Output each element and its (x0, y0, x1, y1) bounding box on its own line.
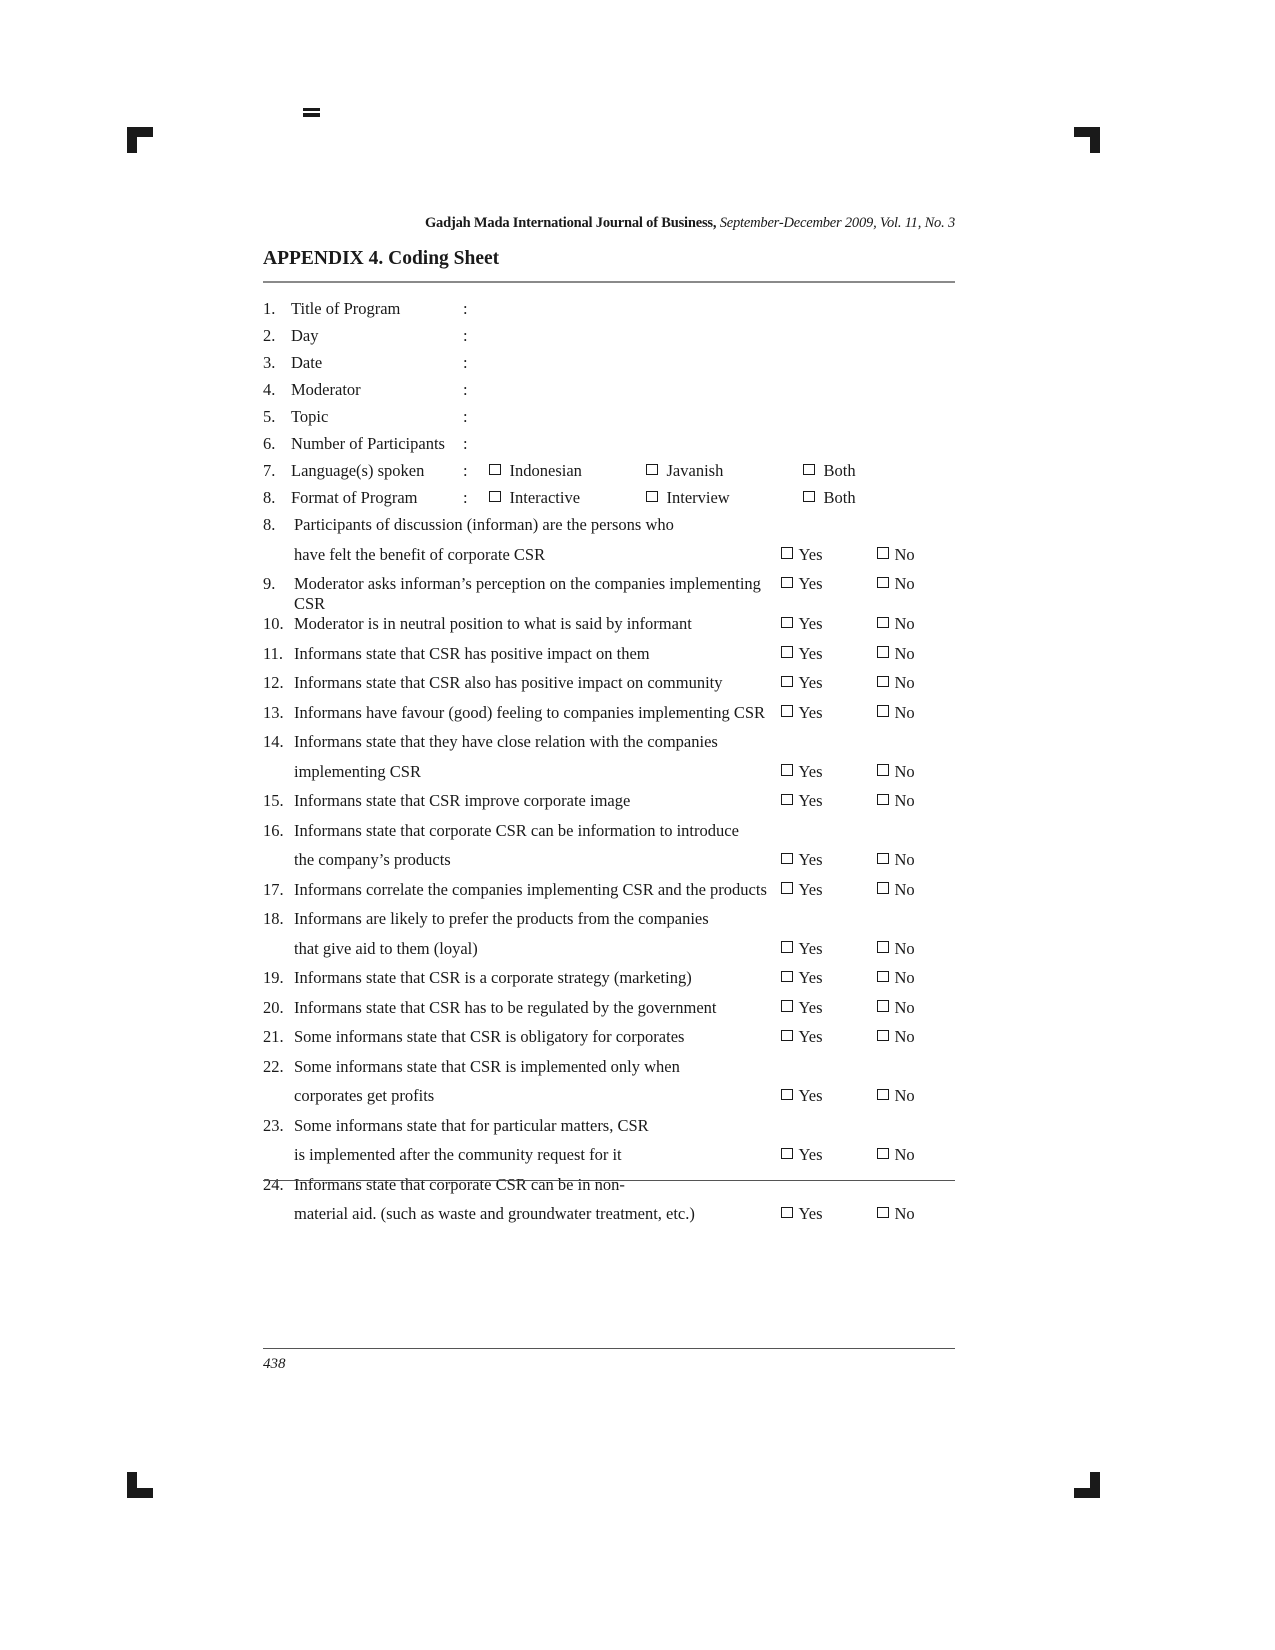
question-number: 16. (263, 820, 284, 840)
question-row (263, 998, 955, 1028)
question-text: Informans correlate the companies implementing CSR and the products (294, 879, 767, 899)
checkbox-label: Both (823, 461, 856, 480)
answer-yes-label: Yes (798, 968, 823, 987)
checkbox-icon[interactable] (877, 853, 889, 865)
question-number: 23. (263, 1115, 284, 1135)
checkbox-icon[interactable] (877, 1148, 889, 1160)
answer-no[interactable] (877, 939, 955, 959)
checkbox-icon[interactable] (803, 491, 815, 503)
answer-yes[interactable] (781, 614, 877, 634)
answer-yes[interactable] (781, 1204, 877, 1224)
answer-yes-label: Yes (798, 1027, 823, 1046)
answer-no[interactable] (877, 545, 955, 565)
choice-row-language (263, 461, 955, 488)
question-row (263, 732, 955, 762)
question-row (263, 515, 955, 545)
answer-no[interactable] (877, 968, 955, 988)
question-text: Informans state that corporate CSR can be information to introduce (294, 820, 739, 840)
question-row-continuation (263, 762, 955, 792)
answer-no[interactable] (877, 791, 955, 811)
field-label: Date (291, 353, 323, 372)
checkbox-option-both-format[interactable] (803, 488, 960, 508)
checkbox-icon[interactable] (781, 1089, 793, 1101)
checkbox-option-interactive[interactable] (489, 488, 646, 508)
question-number: 12. (263, 673, 284, 692)
field-number: 5. (263, 407, 276, 426)
checkbox-icon[interactable] (803, 464, 815, 476)
checkbox-option-indonesian[interactable] (489, 461, 646, 481)
question-row (263, 644, 955, 674)
stray-rule (263, 1180, 955, 1181)
question-row (263, 1027, 955, 1057)
answer-yes[interactable] (781, 545, 877, 565)
answer-yes[interactable] (781, 968, 877, 988)
checkbox-icon[interactable] (877, 1207, 889, 1219)
answer-no[interactable] (877, 880, 955, 900)
question-text: Some informans state that CSR is obligatory for corporates (294, 1027, 685, 1046)
checkbox-icon[interactable] (877, 547, 889, 559)
question-number: 18. (263, 909, 284, 928)
crop-mark-top-left (127, 127, 153, 153)
field-label: Language(s) spoken (291, 461, 425, 480)
title-divider (263, 281, 955, 283)
checkbox-icon[interactable] (781, 1000, 793, 1012)
answer-yes[interactable] (781, 1086, 877, 1106)
question-text-continued: that give aid to them (loyal) (294, 938, 478, 958)
answer-yes[interactable] (781, 998, 877, 1018)
question-text-continued: is implemented after the community request for it (294, 1145, 622, 1164)
checkbox-icon[interactable] (877, 794, 889, 806)
checkbox-icon[interactable] (646, 491, 658, 503)
running-head-journal: Gadjah Mada International Journal of Business, (424, 215, 717, 231)
answer-yes-label: Yes (798, 574, 823, 593)
answer-no-label: No (894, 673, 915, 692)
question-text: Participants of discussion (informan) are the persons who (294, 515, 674, 534)
question-number: 14. (263, 732, 284, 751)
field-colon: : (463, 434, 468, 453)
answer-no-label: No (894, 614, 915, 633)
field-colon: : (463, 353, 468, 372)
checkbox-icon[interactable] (877, 764, 889, 776)
answer-no-label: No (894, 643, 915, 663)
question-text-continued: corporates get profits (294, 1086, 435, 1105)
answer-no[interactable] (877, 673, 955, 693)
answer-no-label: No (894, 997, 915, 1017)
checkbox-label: Both (823, 488, 856, 507)
answer-no[interactable] (877, 574, 955, 594)
question-row-continuation (263, 1204, 955, 1234)
question-row-continuation (263, 850, 955, 880)
checkbox-icon[interactable] (781, 882, 793, 894)
checkbox-option-both-language[interactable] (803, 461, 960, 481)
answer-no[interactable] (877, 1145, 955, 1165)
question-text-continued: implementing CSR (294, 761, 421, 781)
checkbox-icon[interactable] (877, 882, 889, 894)
question-number: 9. (263, 574, 276, 593)
field-number: 6. (263, 434, 276, 453)
answer-yes-label: Yes (798, 1145, 823, 1164)
answer-yes-label: Yes (798, 673, 823, 692)
page-footer (263, 1348, 955, 1373)
question-row-continuation (263, 939, 955, 969)
page-number: 438 (263, 1356, 286, 1372)
question-row (263, 968, 955, 998)
answer-yes-label: Yes (798, 938, 823, 958)
field-colon: : (463, 326, 468, 345)
field-number: 8. (263, 488, 276, 507)
answer-yes-label: Yes (798, 1086, 823, 1105)
crop-mark-top-right (1074, 127, 1100, 153)
question-text: Informans are likely to prefer the products from the companies (294, 909, 709, 928)
checkbox-icon[interactable] (877, 1000, 889, 1012)
question-text: Informans state that CSR improve corporate image (294, 791, 631, 810)
answer-yes-label: Yes (798, 997, 823, 1017)
field-number: 1. (263, 299, 276, 318)
checkbox-icon[interactable] (489, 491, 501, 503)
checkbox-icon[interactable] (781, 1030, 793, 1042)
question-text-continued: the company’s products (294, 850, 451, 869)
field-number: 7. (263, 461, 276, 480)
answer-yes[interactable] (781, 880, 877, 900)
checkbox-icon[interactable] (877, 941, 889, 953)
field-row (263, 299, 955, 326)
answer-yes[interactable] (781, 574, 877, 594)
question-number: 13. (263, 702, 284, 722)
checkbox-icon[interactable] (781, 794, 793, 806)
checkbox-icon[interactable] (877, 646, 889, 658)
question-text: Moderator is in neutral position to what is said by informant (294, 614, 692, 633)
checkbox-icon[interactable] (781, 547, 793, 559)
question-row (263, 703, 955, 733)
answer-no[interactable] (877, 1027, 955, 1047)
answer-no-label: No (894, 761, 915, 781)
answer-no-label: No (894, 702, 915, 722)
answer-no-label: No (894, 1204, 915, 1223)
question-row (263, 574, 955, 614)
field-number: 3. (263, 353, 276, 372)
field-colon: : (463, 407, 468, 426)
answer-no-label: No (894, 1086, 915, 1105)
footer-divider (263, 1348, 955, 1349)
page-title: APPENDIX 4. Coding Sheet (263, 248, 500, 269)
answer-no[interactable] (877, 1204, 955, 1224)
answer-yes[interactable] (781, 644, 877, 664)
question-row-continuation (263, 545, 955, 575)
field-row (263, 434, 955, 461)
field-label: Moderator (291, 380, 361, 399)
question-number: 22. (263, 1056, 284, 1076)
running-head (263, 215, 955, 232)
question-row (263, 880, 955, 910)
answer-yes[interactable] (781, 1145, 877, 1165)
checkbox-icon[interactable] (781, 941, 793, 953)
question-list (263, 515, 955, 1234)
field-colon: : (463, 488, 468, 507)
answer-yes-label: Yes (798, 702, 823, 722)
field-label: Format of Program (291, 488, 418, 507)
question-text-continued: have felt the benefit of corporate CSR (294, 544, 546, 564)
question-number: 8. (263, 515, 276, 534)
question-text: Some informans state that for particular matters, CSR (294, 1115, 649, 1135)
field-label: Topic (291, 407, 329, 426)
question-row (263, 909, 955, 939)
question-row (263, 821, 955, 851)
answer-no-label: No (894, 850, 915, 869)
page-content (263, 215, 955, 1234)
field-row (263, 407, 955, 434)
checkbox-icon[interactable] (781, 705, 793, 717)
checkbox-icon[interactable] (781, 853, 793, 865)
checkbox-icon[interactable] (877, 577, 889, 589)
answer-yes-label: Yes (798, 643, 823, 663)
question-number: 11. (263, 643, 284, 663)
field-colon: : (463, 461, 468, 480)
answer-yes[interactable] (781, 673, 877, 693)
field-colon: : (463, 299, 468, 318)
answer-yes[interactable] (781, 850, 877, 870)
checkbox-icon[interactable] (877, 617, 889, 629)
checkbox-option-javanish[interactable] (646, 461, 803, 481)
checkbox-label: Javanish (666, 461, 724, 480)
question-number: 21. (263, 1027, 284, 1046)
question-text: Informans state that CSR also has positive impact on community (294, 673, 723, 692)
question-number: 24. (263, 1174, 284, 1194)
answer-no-label: No (894, 879, 915, 899)
question-row (263, 673, 955, 703)
field-label: Number of Participants (291, 434, 445, 453)
field-row (263, 326, 955, 353)
checkbox-icon[interactable] (877, 705, 889, 717)
field-number: 2. (263, 326, 276, 345)
checkbox-icon[interactable] (781, 971, 793, 983)
checkbox-icon[interactable] (781, 764, 793, 776)
checkbox-icon[interactable] (489, 464, 501, 476)
question-number: 20. (263, 997, 284, 1017)
checkbox-icon[interactable] (877, 1089, 889, 1101)
choice-row-format (263, 488, 955, 515)
answer-yes-label: Yes (798, 879, 823, 899)
question-number: 15. (263, 791, 284, 810)
checkbox-option-interview[interactable] (646, 488, 803, 508)
checkbox-icon[interactable] (781, 617, 793, 629)
question-row (263, 1175, 955, 1205)
question-text: Informans state that corporate CSR can be in non- (294, 1174, 625, 1194)
answer-yes-label: Yes (798, 850, 823, 869)
answer-no[interactable] (877, 644, 955, 664)
question-row (263, 1057, 955, 1087)
checkbox-label: Indonesian (509, 461, 582, 480)
question-text: Informans state that CSR has to be regulated by the government (294, 997, 717, 1017)
answer-no-label: No (894, 544, 915, 564)
crop-mark-bottom-right (1074, 1472, 1100, 1498)
question-row (263, 1116, 955, 1146)
answer-no[interactable] (877, 998, 955, 1018)
answer-yes[interactable] (781, 791, 877, 811)
registration-mark-icon (303, 108, 320, 120)
checkbox-icon[interactable] (781, 676, 793, 688)
answer-no-label: No (894, 968, 915, 987)
answer-yes-label: Yes (798, 544, 823, 564)
answer-no-label: No (894, 1145, 915, 1164)
checkbox-icon[interactable] (781, 577, 793, 589)
checkbox-icon[interactable] (877, 676, 889, 688)
question-text: Some informans state that CSR is implemented only when (294, 1056, 680, 1076)
running-head-issue: September-December 2009, Vol. 11, No. 3 (716, 215, 955, 231)
answer-yes[interactable] (781, 703, 877, 723)
field-number: 4. (263, 380, 276, 399)
question-number: 17. (263, 879, 284, 899)
answer-yes-label: Yes (798, 761, 823, 781)
answer-no[interactable] (877, 703, 955, 723)
checkbox-icon[interactable] (781, 1207, 793, 1219)
answer-no[interactable] (877, 762, 955, 782)
answer-no-label: No (894, 938, 915, 958)
question-text: Informans state that they have close relation with the companies (294, 732, 718, 751)
question-row-continuation (263, 1145, 955, 1175)
question-row (263, 791, 955, 821)
checkbox-label: Interactive (509, 488, 581, 507)
answer-no[interactable] (877, 614, 955, 634)
question-text: Informans have favour (good) feeling to companies implementing CSR (294, 702, 766, 722)
checkbox-label: Interview (666, 488, 730, 507)
checkbox-icon[interactable] (781, 646, 793, 658)
question-row (263, 614, 955, 644)
field-row (263, 380, 955, 407)
question-row-continuation (263, 1086, 955, 1116)
crop-mark-bottom-left (127, 1472, 153, 1498)
question-text: Moderator asks informan’s perception on the companies implementing CSR (294, 574, 761, 613)
question-text: Informans state that CSR has positive impact on them (294, 643, 650, 663)
answer-no-label: No (894, 574, 915, 593)
field-label: Title of Program (291, 299, 401, 318)
field-colon: : (463, 380, 468, 399)
checkbox-icon[interactable] (781, 1148, 793, 1160)
answer-yes[interactable] (781, 1027, 877, 1047)
answer-no-label: No (894, 791, 915, 810)
field-row (263, 353, 955, 380)
checkbox-icon[interactable] (646, 464, 658, 476)
answer-no[interactable] (877, 1086, 955, 1106)
answer-no[interactable] (877, 850, 955, 870)
checkbox-icon[interactable] (877, 1030, 889, 1042)
question-text-continued: material aid. (such as waste and groundwater treatment, etc.) (294, 1204, 695, 1223)
answer-yes-label: Yes (798, 1204, 823, 1223)
answer-yes-label: Yes (798, 791, 823, 810)
answer-yes[interactable] (781, 939, 877, 959)
question-number: 10. (263, 614, 284, 633)
question-number: 19. (263, 968, 284, 987)
field-label: Day (291, 326, 319, 345)
question-text: Informans state that CSR is a corporate strategy (marketing) (294, 968, 692, 987)
answer-yes-label: Yes (798, 614, 823, 633)
checkbox-icon[interactable] (877, 971, 889, 983)
answer-no-label: No (894, 1027, 915, 1046)
answer-yes[interactable] (781, 762, 877, 782)
